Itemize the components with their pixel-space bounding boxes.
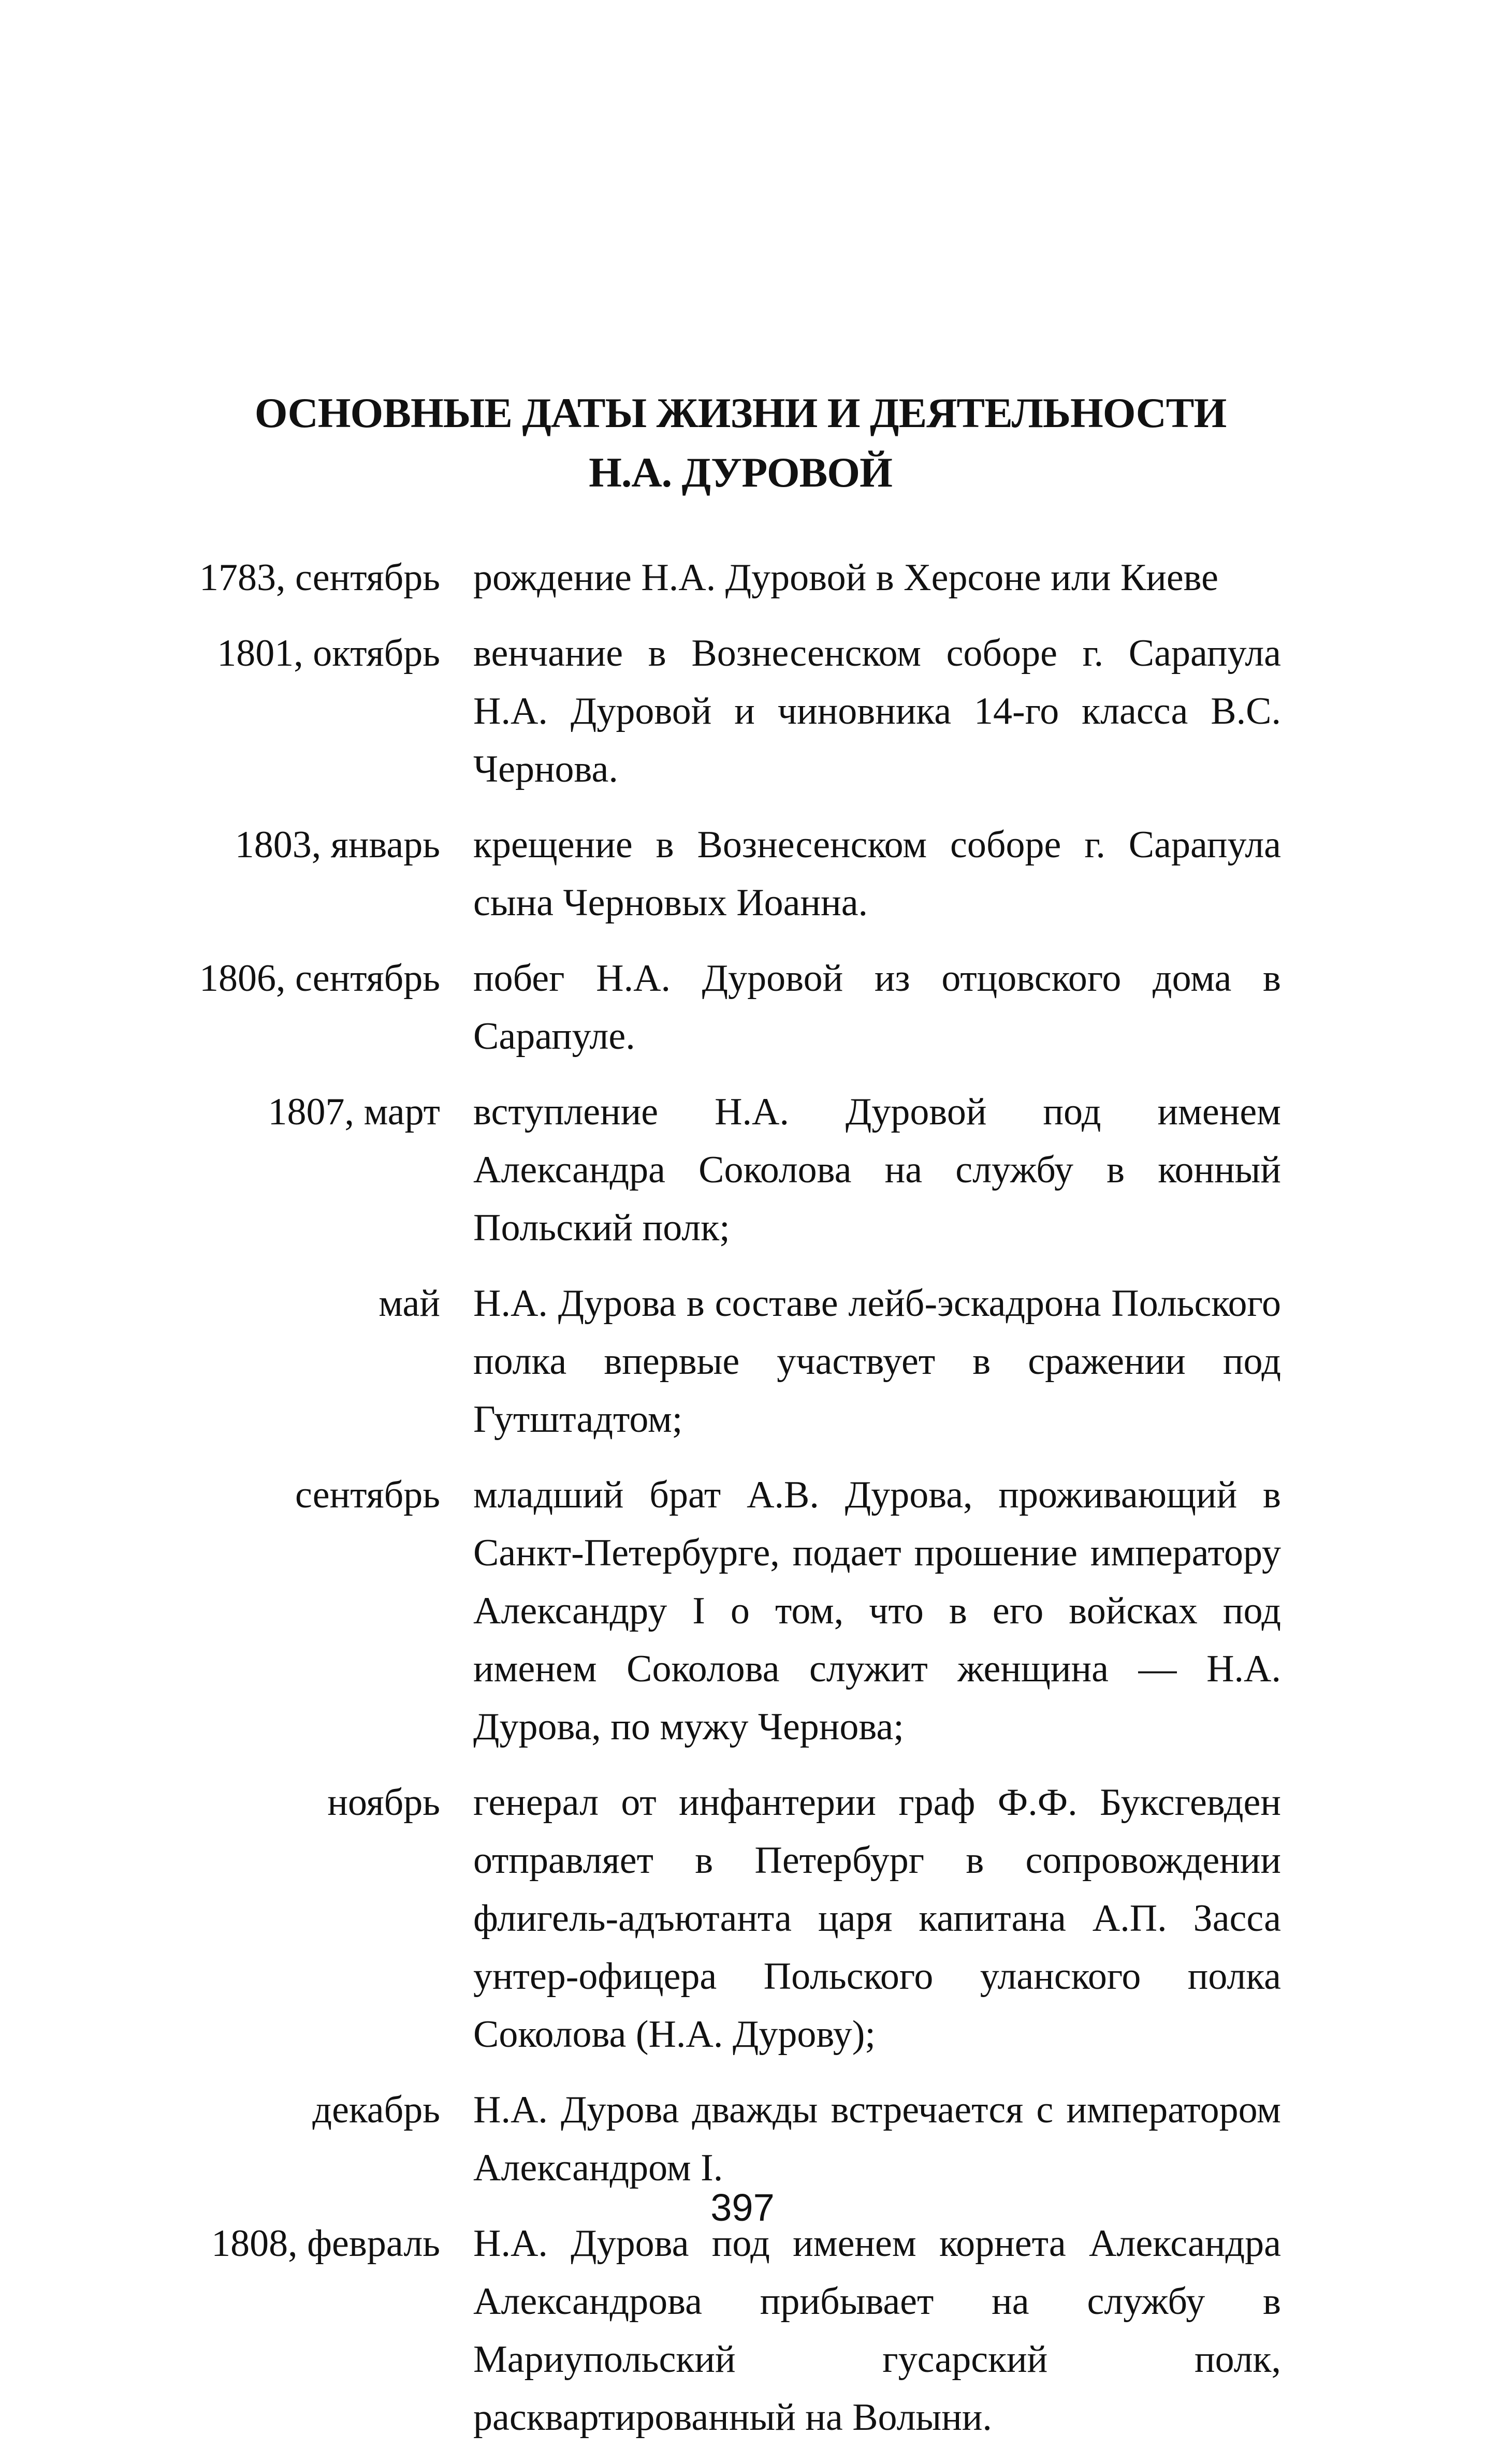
entry-text: вступление Н.А. Дуровой под именем Александра Соколова на службу в конный Польский полк; — [473, 1091, 1281, 1249]
entry-text: генерал от инфантерии граф Ф.Ф. Буксгевден отправляет в Петербург в сопровождении флигель-адъютанта царя капитана А.П. Засса унтер-офицера Польского уланского полка Соколова (Н.А. Дурову); — [473, 1781, 1281, 2056]
chronology-entry — [150, 1274, 1305, 1448]
chronology-entry — [150, 2214, 1305, 2446]
entry-date: сентябрь — [295, 1474, 440, 1516]
entry-date: 1801, октябрь — [217, 632, 440, 674]
chronology-entry — [150, 624, 1305, 798]
page-number: 397 — [710, 2186, 775, 2229]
entry-date: декабрь — [312, 2089, 440, 2131]
entry-text: Н.А. Дурова под именем корнета Александра Александрова прибывает на службу в Мариупольский гусарский полк, расквартированный на Волыни. — [473, 2222, 1281, 2439]
entry-date: 1783, сентябрь — [199, 556, 440, 599]
chronology-entry — [150, 1773, 1305, 2063]
entry-text: младший брат А.В. Дурова, проживающий в Санкт-Петербурге, подает прошение императору Александру I о том, что в его войсках под именем Соколова служит женщина — Н.А. Дурова, по мужу Чернова; — [473, 1474, 1281, 1748]
chronology-entry — [150, 1466, 1305, 1756]
entry-text: побег Н.А. Дуровой из отцовского дома в Сарапуле. — [473, 957, 1281, 1058]
chronology-entry — [150, 949, 1305, 1065]
page-title — [186, 383, 1294, 502]
chronology-entry — [150, 1083, 1305, 1257]
title-line-1: ОСНОВНЫЕ ДАТЫ ЖИЗНИ И ДЕЯТЕЛЬНОСТИ — [254, 389, 1227, 436]
entry-date: май — [378, 1282, 440, 1325]
chronology-entry — [150, 2081, 1305, 2197]
entry-date: 1803, январь — [235, 824, 440, 866]
entry-text: Н.А. Дурова в составе лейб-эскадрона Польского полка впервые участвует в сражении под Гутштадтом; — [473, 1282, 1281, 1441]
entry-date: 1807, март — [268, 1091, 440, 1133]
chronology-entry — [150, 549, 1305, 607]
chronology-entry — [150, 816, 1305, 932]
entry-text: рождение Н.А. Дуровой в Херсоне или Киеве — [473, 556, 1219, 599]
title-line-2: Н.А. ДУРОВОЙ — [589, 449, 892, 496]
chronology-list — [150, 549, 1305, 2464]
entry-date: ноябрь — [327, 1781, 440, 1824]
entry-text: венчание в Вознесенском соборе г. Сарапула Н.А. Дуровой и чиновника 14-го класса В.С. Чернова. — [473, 632, 1281, 790]
entry-text: Н.А. Дурова дважды встречается с императором Александром I. — [473, 2089, 1281, 2189]
entry-date: 1806, сентябрь — [199, 957, 440, 1000]
entry-text: крещение в Вознесенском соборе г. Сарапула сына Черновых Иоанна. — [473, 824, 1281, 924]
entry-date: 1808, февраль — [211, 2222, 440, 2265]
